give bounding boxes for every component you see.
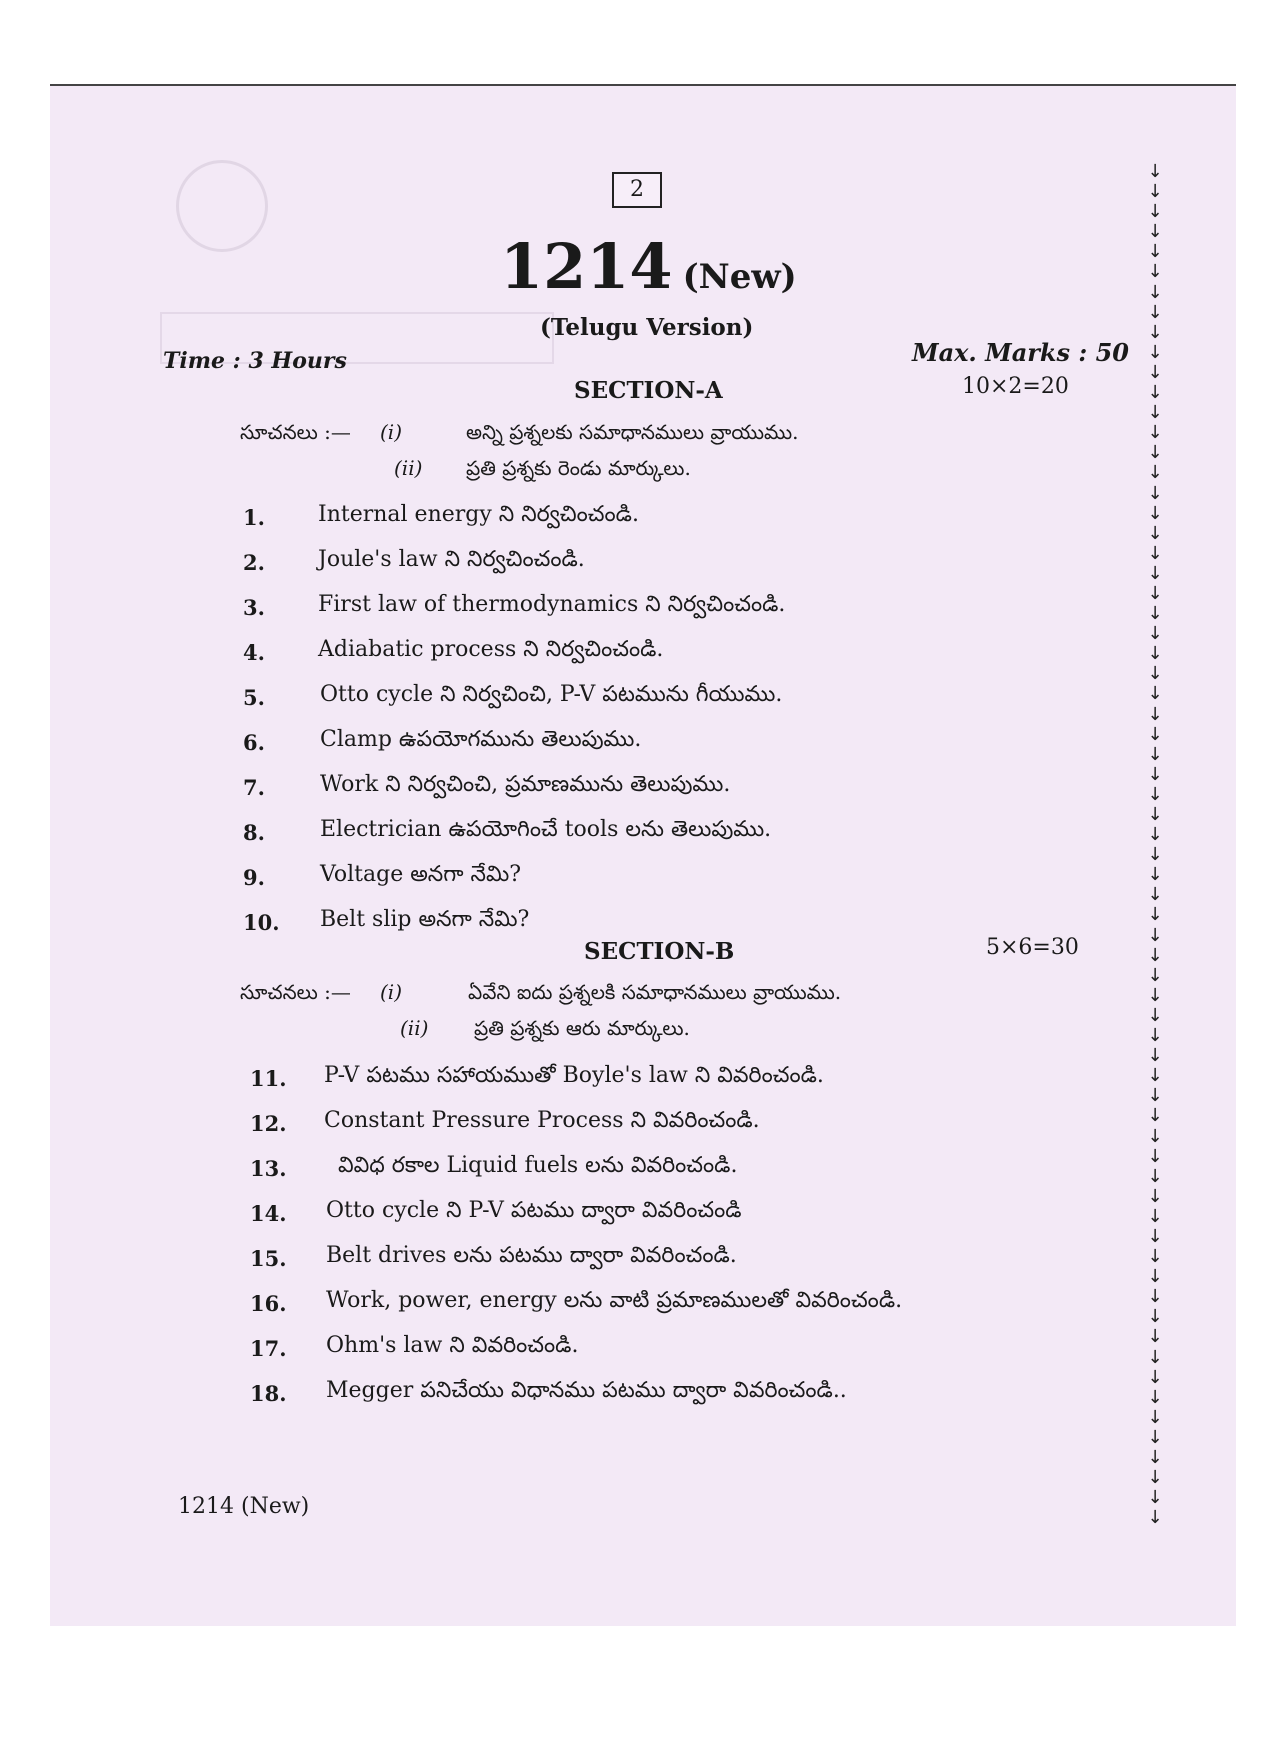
- question-text: Belt drives లను పటము ద్వారా వివరించండి.: [326, 1243, 737, 1268]
- question-text: Work, power, energy లను వాటి ప్రమాణములతో వివరించండి.: [326, 1288, 903, 1313]
- question-number: 5.: [243, 685, 265, 710]
- question-number: 14.: [250, 1201, 287, 1226]
- time-label: Time : 3 Hours: [163, 348, 347, 374]
- question-number: 12.: [250, 1111, 287, 1136]
- section-b-note-num: (ii): [400, 1016, 429, 1040]
- section-a-note-num: (i): [380, 420, 403, 444]
- bleed-through-seal: [176, 160, 268, 252]
- question-number: 7.: [243, 775, 265, 800]
- section-a-note-text: ప్రతి ప్రశ్నకు రెండు మార్కులు.: [466, 456, 691, 480]
- question-text: First law of thermodynamics ని నిర్వచించండి.: [318, 592, 786, 617]
- paper-code: 1214 (New): [500, 230, 797, 303]
- question-text: Megger పనిచేయు విధానము పటము ద్వారా వివరించండి..: [326, 1378, 847, 1403]
- question-number: 8.: [243, 820, 265, 845]
- section-a-note-text: అన్ని ప్రశ్నలకు సమాధానములు వ్రాయుము.: [466, 420, 799, 444]
- section-b-note-num: (i): [380, 980, 403, 1004]
- question-number: 16.: [250, 1291, 287, 1316]
- question-text: వివిధ రకాల Liquid fuels లను వివరించండి.: [338, 1153, 738, 1178]
- question-text: Belt slip అనగా నేమి?: [320, 907, 530, 932]
- question-number: 9.: [243, 865, 265, 890]
- question-text: Otto cycle ని P-V పటము ద్వారా వివరించండి: [326, 1198, 742, 1223]
- margin-arrows-icon: ↓ ↓ ↓ ↓ ↓ ↓ ↓ ↓ ↓ ↓ ↓ ↓ ↓ ↓ ↓ ↓ ↓ ↓ ↓ ↓ ↓ ↓ ↓ ↓ ↓ ↓ ↓ ↓ ↓ ↓ ↓ ↓ ↓ ↓ ↓ ↓ ↓ ↓ ↓ ↓ ↓ ↓ ↓ ↓ ↓ ↓ ↓ ↓ ↓ ↓ ↓ ↓ ↓ ↓ ↓ ↓ ↓ ↓ ↓ ↓ ↓ ↓ ↓ ↓ ↓ ↓ ↓ ↓: [1147, 161, 1163, 1529]
- question-text: P-V పటము సహాయముతో Boyle's law ని వివరించండి.: [324, 1063, 824, 1088]
- question-number: 4.: [243, 640, 265, 665]
- question-number: 6.: [243, 730, 265, 755]
- section-b-title: SECTION-B: [584, 938, 735, 965]
- question-text: Otto cycle ని నిర్వచించి, P-V పటమును గీయుము.: [320, 682, 783, 707]
- paper-suffix: (New): [682, 257, 797, 297]
- question-text: Ohm's law ని వివరించండి.: [326, 1333, 579, 1358]
- question-number: 3.: [243, 595, 265, 620]
- question-number: 18.: [250, 1381, 287, 1406]
- section-b-note-label: సూచనలు :—: [240, 980, 351, 1004]
- question-number: 10.: [243, 910, 280, 935]
- section-a-marks: 10×2=20: [962, 374, 1069, 399]
- page-number: 2: [612, 172, 662, 208]
- question-text: Constant Pressure Process ని వివరించండి.: [324, 1108, 760, 1133]
- section-a-note-num: (ii): [394, 456, 423, 480]
- section-b-note-text: ఏవేని ఐదు ప్రశ్నలకి సమాధానములు వ్రాయుము.: [468, 980, 842, 1004]
- section-a-title: SECTION-A: [574, 377, 723, 404]
- question-text: Voltage అనగా నేమి?: [320, 862, 522, 887]
- question-number: 17.: [250, 1336, 287, 1361]
- question-number: 13.: [250, 1156, 287, 1181]
- question-text: Work ని నిర్వచించి, ప్రమాణమును తెలుపుము.: [320, 772, 731, 797]
- question-number: 11.: [250, 1066, 287, 1091]
- question-number: 15.: [250, 1246, 287, 1271]
- section-b-marks: 5×6=30: [986, 935, 1079, 960]
- section-a-note-label: సూచనలు :—: [240, 420, 351, 444]
- max-marks-label: Max. Marks : 50: [912, 338, 1130, 367]
- question-text: Electrician ఉపయోగించే tools లను తెలుపుము.: [320, 817, 772, 842]
- version-label: (Telugu Version): [540, 314, 754, 341]
- question-text: Clamp ఉపయోగమును తెలుపుము.: [320, 727, 642, 752]
- section-b-note-text: ప్రతి ప్రశ్నకు ఆరు మార్కులు.: [474, 1016, 690, 1040]
- question-text: Adiabatic process ని నిర్వచించండి.: [318, 637, 664, 662]
- question-number: 1.: [243, 505, 265, 530]
- question-number: 2.: [243, 550, 265, 575]
- question-text: Joule's law ని నిర్వచించండి.: [318, 547, 585, 572]
- footer-paper-code: 1214 (New): [178, 1494, 310, 1519]
- question-text: Internal energy ని నిర్వచించండి.: [318, 502, 639, 527]
